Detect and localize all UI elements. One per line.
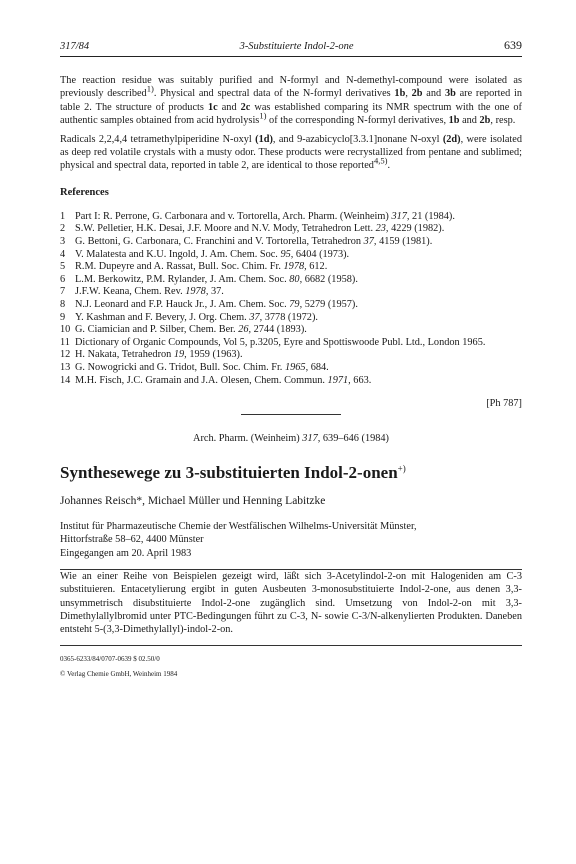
text-run: 1959 (1963). <box>186 349 243 361</box>
text-run: 5279 (1957). <box>302 299 358 310</box>
text-run: , and 9-azabicyclo[3.3.1]nonane N-oxyl <box>272 133 443 145</box>
text-run: are reported in table 2. The structure of products <box>60 88 522 113</box>
volume-number: 26, <box>238 324 252 336</box>
title-footnote-mark: +) <box>397 463 406 474</box>
title-text: Synthesewege zu 3-substituierten Indol-2-onen <box>60 463 398 483</box>
reference-number: 10 <box>60 324 71 336</box>
volume-number: 1965, <box>284 361 309 373</box>
text-run: . <box>387 160 391 172</box>
affiliation-block <box>60 520 522 560</box>
reference-item <box>60 349 522 362</box>
footnote-ref: 1) <box>146 83 154 94</box>
reference-number: 4 <box>60 248 66 260</box>
received-date: Eingegangen am 20. April 1983 <box>60 547 192 559</box>
compound-label: 1b <box>448 115 460 127</box>
text-run: J.F.W. Keana, Chem. Rev. <box>75 286 186 298</box>
text-run: H. Nakata, Tetrahedron <box>75 349 174 361</box>
reference-item <box>60 261 522 274</box>
text-run: 612. <box>306 261 328 273</box>
reference-item <box>60 223 522 236</box>
text-run: 6682 (1958). <box>302 273 358 285</box>
text-run: and <box>459 115 480 127</box>
section-divider <box>241 414 341 415</box>
text-run: G. Bettoni, G. Carbonara, C. Franchini and V. Tortorella, Tetrahedron <box>75 236 364 248</box>
text-run: , were isolated as deep red volatile crystals with a musty odor. These products were recrystallized from pentane and sublimed; physical and spectral data, reported in table 2, are identical to those reported <box>60 133 522 172</box>
text-run: , <box>405 88 412 100</box>
reference-item <box>60 312 522 325</box>
reference-number: 13 <box>60 361 71 373</box>
reference-number: 9 <box>60 311 66 323</box>
compound-label: 2c <box>240 101 251 113</box>
references-heading: References <box>60 186 109 198</box>
compound-label: 3b <box>444 88 456 100</box>
text-run: Part I: R. Perrone, G. Carbonara and v. Tortorella, Arch. Pharm. (Weinheim) <box>75 210 392 222</box>
text-run: V. Malatesta and K.U. Ingold, J. Am. Chem. Soc. <box>75 248 281 260</box>
reference-number: 6 <box>60 273 66 285</box>
volume-number: 80, <box>289 273 303 285</box>
text-run: 3778 (1972). <box>262 311 318 323</box>
text-run: of the corresponding N-formyl derivatives, <box>266 115 449 127</box>
text-run: 37. <box>208 286 224 298</box>
journal-page <box>60 38 522 682</box>
text-run: Radicals 2,2,4,4 tetramethylpiperidine N-oxyl <box>60 133 256 145</box>
running-title: 3-Substituierte Indol-2-one <box>239 41 354 52</box>
author-list: Johannes Reisch*, Michael Müller und Henning Labitzke <box>60 495 326 508</box>
footer <box>60 652 522 682</box>
reference-number: 1 <box>60 210 66 222</box>
reference-number: 11 <box>60 336 70 348</box>
affiliation-address: Hittorfstraße 58–62, 4400 Münster <box>60 534 204 546</box>
reference-item <box>60 236 522 249</box>
text-run: The reaction residue was suitably purified and N-formyl and N-demethyl-compound were isolated as previously described <box>60 75 522 100</box>
reference-number: 12 <box>60 349 71 361</box>
compound-label: 1c <box>207 101 218 113</box>
text-run: Arch. Pharm. (Weinheim) <box>193 433 303 445</box>
reference-item <box>60 249 522 262</box>
text-run: M.H. Fisch, J.C. Gramain and J.A. Olesen, Chem. Commun. <box>75 374 328 386</box>
reference-number: 2 <box>60 223 66 235</box>
copyright-line: © Verlag Chemie GmbH, Weinheim 1984 <box>60 669 178 678</box>
reference-item <box>60 375 522 388</box>
compound-label: 2b <box>479 115 491 127</box>
text-run: , resp. <box>490 115 516 127</box>
text-run: Dictionary of Organic Compounds, Vol 5, p.3205, Eyre and Spottiswoode Publ. Ltd., London 1965. <box>75 336 486 348</box>
volume-number: 95, <box>280 248 294 260</box>
reference-item <box>60 211 522 224</box>
reference-number: 8 <box>60 299 66 310</box>
compound-label: 2b <box>411 88 423 100</box>
abstract-bottom-rule <box>60 645 522 646</box>
text-run: R.M. Dupeyre and A. Rassat, Bull. Soc. Chim. Fr. <box>75 261 284 273</box>
price-code: 0365-6233/84/0707-0639 $ 02.50/0 <box>60 654 160 663</box>
page-number: 639 <box>503 38 522 52</box>
compound-label: (2d) <box>442 133 461 145</box>
abstract: Wie an einer Reihe von Beispielen gezeigt wird, läßt sich 3-Acetylindol-2-on mit Halogeniden am C-3 substituieren. Entacetylierung ergibt in guten Ausbeuten 3-monosubstituierte Indol-2-one, aus denen 3,3-unsymmetrisch disubstituierte Indol-2-one zugänglich sind. Umsetzung von Indol-2-on mit 3,3-Dimethylallylbromid unter PTC-Bedingungen führt zu C-3, N- sowie C-3/N-alkenylierten Produkten. Daneben entsteht 5-(3,3-Dimethylallyl)-indol-2-on. <box>60 570 522 636</box>
text-run: Y. Kashman and F. Bevery, J. Org. Chem. <box>75 311 250 323</box>
text-run: 2744 (1893). <box>251 324 307 336</box>
reference-item <box>60 286 522 299</box>
text-run: and <box>422 88 445 100</box>
text-run: 639–646 (1984) <box>320 433 389 445</box>
compound-label: 1b <box>394 88 406 100</box>
volume-number: 37, <box>249 311 263 323</box>
affiliation-institute: Institut für Pharmazeutische Chemie der Westfälischen Wilhelms-Universität Münster, <box>60 521 417 533</box>
footnote-ref: 1) <box>259 110 267 121</box>
volume-number: 1978, <box>185 286 209 298</box>
running-header <box>60 38 522 57</box>
text-run: N.J. Leonard and F.P. Hauck Jr., J. Am. Chem. Soc. <box>75 299 290 310</box>
text-run: was established comparing its NMR spectrum with the one of authentic samples obtained from acid hydrolysis <box>60 101 522 127</box>
reference-number: 7 <box>60 286 66 298</box>
compound-label: (1d) <box>255 133 273 145</box>
reference-item <box>60 274 522 287</box>
volume-number: 1971, <box>327 374 351 386</box>
footnote-ref: 4,5) <box>373 156 388 167</box>
volume-number: 317, <box>302 433 321 445</box>
text-run: . Physical and spectral data of the N-formyl derivatives <box>153 88 395 100</box>
text-run: 4229 (1982). <box>388 223 445 235</box>
reference-item <box>60 324 522 337</box>
text-run: G. Nowogricki and G. Tridot, Bull. Soc. Chim. Fr. <box>75 361 285 373</box>
reference-item <box>60 337 522 350</box>
volume-number: 37, <box>363 236 377 248</box>
text-run: 4159 (1981). <box>376 236 433 248</box>
reference-number: 3 <box>60 236 66 248</box>
text-run: 21 (1984). <box>409 210 455 222</box>
article-title <box>60 463 522 483</box>
reference-number: 14 <box>60 374 71 386</box>
volume-number: 23, <box>375 223 389 235</box>
text-run: 684. <box>308 361 329 373</box>
volume-number: 317, <box>391 210 410 222</box>
text-run: 6404 (1973). <box>293 248 350 260</box>
reference-item <box>60 362 522 375</box>
volume-number: 19, <box>173 349 187 361</box>
reference-list <box>60 211 522 387</box>
reference-number: 5 <box>60 261 66 273</box>
manuscript-tag: [Ph 787] <box>486 398 522 410</box>
journal-citation <box>60 433 522 444</box>
text-run: S.W. Pelletier, H.K. Desai, J.F. Moore and N.V. Mody, Tetrahedron Lett. <box>75 223 376 235</box>
volume-number: 1978, <box>283 261 307 273</box>
reference-item <box>60 299 522 312</box>
paragraph-1 <box>60 74 522 128</box>
volume-number: 79, <box>289 299 303 310</box>
text-run: L.M. Berkowitz, P.M. Rylander, J. Am. Chem. Soc. <box>75 273 290 285</box>
volume-issue: 317/84 <box>60 41 90 52</box>
text-run: and <box>217 101 241 113</box>
text-run: G. Ciamician and P. Silber, Chem. Ber. <box>75 324 239 336</box>
paragraph-2 <box>60 133 522 173</box>
text-run: 663. <box>350 374 372 386</box>
